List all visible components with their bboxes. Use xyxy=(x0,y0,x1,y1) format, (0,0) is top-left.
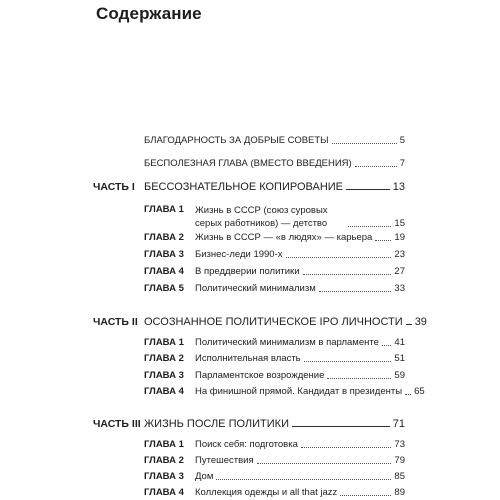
toc-entry-title: Поиск себя: подготовка xyxy=(195,439,298,450)
dot-leader xyxy=(327,378,391,379)
toc-page-number: 85 xyxy=(394,471,405,482)
dot-leader xyxy=(355,166,397,167)
dot-leader xyxy=(257,463,392,464)
dot-leader xyxy=(340,495,391,496)
toc-entry-chapter[interactable] xyxy=(195,471,405,483)
toc-entry-title: Политический минимализм xyxy=(195,283,316,294)
dot-leader xyxy=(405,394,411,395)
toc-entry-introduction[interactable] xyxy=(144,158,405,170)
toc-page-number: 33 xyxy=(394,283,405,294)
toc-entry-chapter[interactable] xyxy=(195,455,405,467)
chapter-label: ГЛАВА 4 xyxy=(144,487,184,498)
chapter-label: ГЛАВА 4 xyxy=(144,266,184,277)
toc-page-number: 15 xyxy=(394,218,405,229)
toc-entry-title: Бизнес-леди 1990-х xyxy=(195,249,283,260)
toc-entry-chapter[interactable] xyxy=(195,232,405,244)
toc-entry-title: БЕСПОЛЕЗНАЯ ГЛАВА (ВМЕСТО ВВЕДЕНИЯ) xyxy=(144,158,352,169)
dot-leader xyxy=(332,143,397,144)
toc-entry-chapter[interactable] xyxy=(195,337,405,349)
chapter-label: ГЛАВА 3 xyxy=(144,370,184,381)
chapter-label: ГЛАВА 1 xyxy=(144,204,184,215)
toc-entry-chapter[interactable] xyxy=(195,487,405,499)
chapter-label: ГЛАВА 5 xyxy=(144,283,184,294)
part-label: ЧАСТЬ II xyxy=(93,316,138,328)
toc-entry-title: На финишной прямой. Кандидат в президенты xyxy=(195,386,403,397)
page-title: Содержание xyxy=(96,4,202,23)
chapter-label: ГЛАВА 4 xyxy=(144,386,184,397)
toc-entry-title: Исполнительная власть xyxy=(195,353,301,364)
toc-page-number: 13 xyxy=(392,181,405,193)
toc-entry-chapter[interactable] xyxy=(195,204,405,230)
toc-page-number: 5 xyxy=(399,135,405,146)
underline-leader xyxy=(346,189,390,190)
toc-part-title[interactable] xyxy=(144,316,427,328)
toc-page-number: 39 xyxy=(414,316,427,328)
chapter-label: ГЛАВА 1 xyxy=(144,439,184,450)
part-label: ЧАСТЬ III xyxy=(93,418,141,430)
toc-entry-title: БЛАГОДАРНОСТЬ ЗА ДОБРЫЕ СОВЕТЫ xyxy=(144,135,329,146)
chapter-label: ГЛАВА 3 xyxy=(144,249,184,260)
toc-entry-title: Жизнь в СССР — «в людях» — карьера xyxy=(195,232,373,243)
toc-entry-title: Дом xyxy=(195,471,214,482)
dot-leader xyxy=(375,240,391,241)
toc-part-title-text: ЖИЗНЬ ПОСЛЕ ПОЛИТИКИ xyxy=(144,418,289,430)
toc-part-title[interactable] xyxy=(144,181,405,193)
toc-page-number: 23 xyxy=(394,249,405,260)
toc-page-number: 73 xyxy=(394,439,405,450)
toc-page-number: 7 xyxy=(399,158,405,169)
toc-page-number: 51 xyxy=(394,353,405,364)
toc-part-title[interactable] xyxy=(144,418,405,430)
toc-page-number: 65 xyxy=(414,386,425,397)
toc-entry-title: Парламентское возрождение xyxy=(195,370,325,381)
toc-entry-chapter[interactable] xyxy=(195,283,405,295)
dot-leader xyxy=(303,274,392,275)
toc-part-title-text: ОСОЗНАННОЕ ПОЛИТИЧЕСКОЕ IPO ЛИЧНОСТИ xyxy=(144,316,403,328)
chapter-label: ГЛАВА 2 xyxy=(144,353,184,364)
dot-leader xyxy=(304,361,392,362)
toc-entry-title: В преддверии политики xyxy=(195,266,300,277)
toc-entry-title: Коллекция одежды и all that jazz xyxy=(195,487,338,498)
chapter-label: ГЛАВА 3 xyxy=(144,471,184,482)
toc-page-number: 19 xyxy=(394,232,405,243)
toc-page-number: 89 xyxy=(394,487,405,498)
dot-leader xyxy=(382,345,392,346)
toc-page-number: 41 xyxy=(394,337,405,348)
toc-part-title-text: БЕССОЗНАТЕЛЬНОЕ КОПИРОВАНИЕ xyxy=(144,181,344,193)
chapter-label: ГЛАВА 2 xyxy=(144,232,184,243)
toc-entry-chapter[interactable] xyxy=(195,353,405,365)
dot-leader xyxy=(348,226,391,227)
toc-entry-chapter[interactable] xyxy=(195,370,405,382)
toc-entry-chapter[interactable] xyxy=(195,266,405,278)
toc-entry-title: Жизнь в СССР (союз суровых серых работников) — детство xyxy=(195,205,328,229)
toc-entry-chapter[interactable] xyxy=(195,386,425,398)
toc-page-number: 71 xyxy=(392,418,405,430)
toc-entry-title: Политический минимализм в парламенте xyxy=(195,337,379,348)
chapter-label: ГЛАВА 1 xyxy=(144,337,184,348)
dot-leader xyxy=(319,291,392,292)
toc-page-number: 79 xyxy=(394,455,405,466)
toc-page-number: 59 xyxy=(394,370,405,381)
toc-entry-title: Путешествия xyxy=(195,455,254,466)
toc-entry-chapter[interactable] xyxy=(195,439,405,451)
dot-leader xyxy=(301,447,392,448)
toc-entry-chapter[interactable] xyxy=(195,249,405,261)
dot-leader xyxy=(286,257,392,258)
underline-leader xyxy=(406,324,412,325)
underline-leader xyxy=(292,426,390,427)
toc-page-number: 27 xyxy=(394,266,405,277)
dot-leader xyxy=(216,479,391,480)
toc-entry-acknowledgements[interactable] xyxy=(144,135,405,147)
chapter-label: ГЛАВА 2 xyxy=(144,455,184,466)
part-label: ЧАСТЬ I xyxy=(93,181,135,193)
